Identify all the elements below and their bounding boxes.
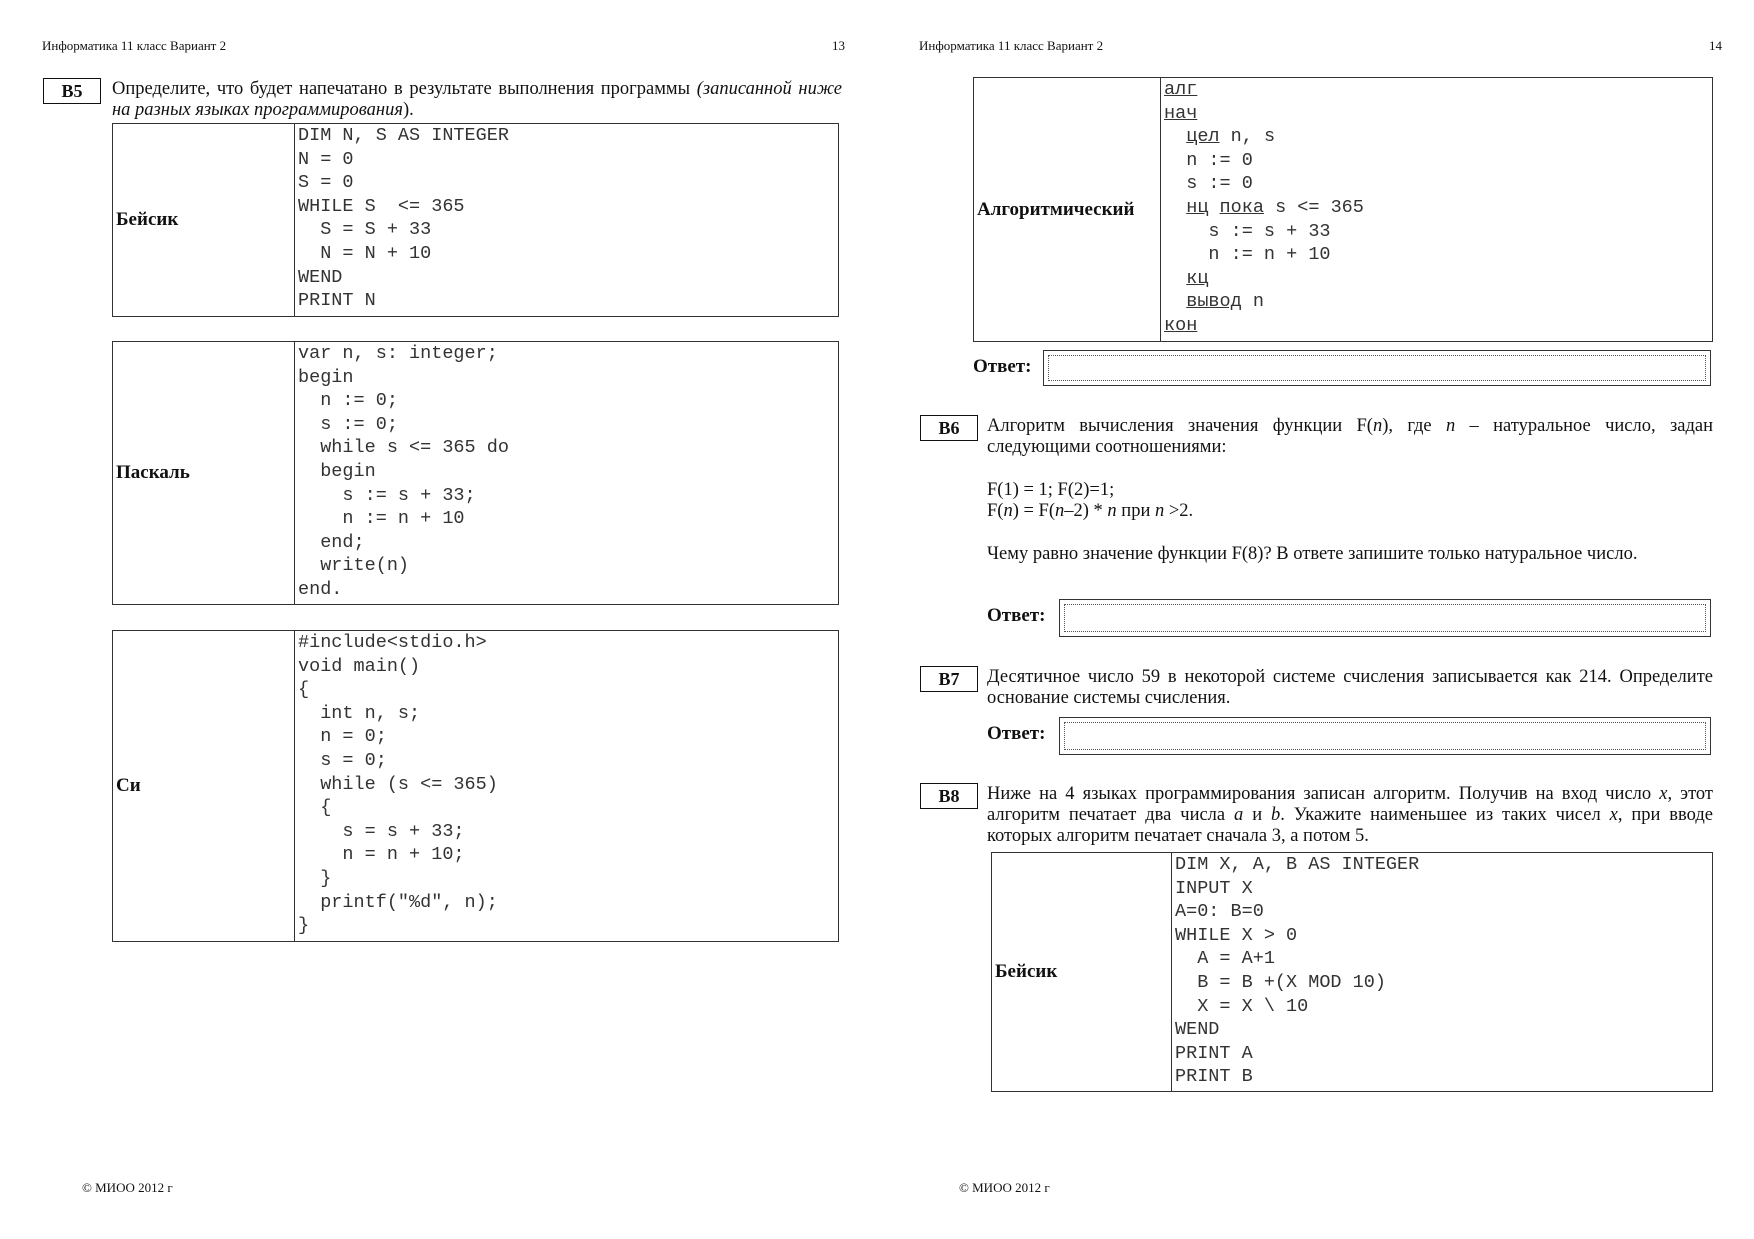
code-basic-b8: DIM X, A, B AS INTEGER INPUT X A=0: B=0 WHILE X > 0 A = A+1 B = B +(X MOD 10) X = X \ 10 WEND PRINT A PRINT B xyxy=(1175,854,1420,1088)
answer-input-b6[interactable] xyxy=(1059,599,1711,637)
code-basic: DIM N, S AS INTEGER N = 0 S = 0 WHILE S <= 365 S = S + 33 N = N + 10 WEND PRINT N xyxy=(298,125,509,312)
question-text-b6 xyxy=(987,416,1713,565)
b5-text-italic: (записанной ниже на разных языках программирования xyxy=(112,79,842,120)
lang-label-algorithmic: Алгоритмический xyxy=(974,78,1161,342)
alg-line: кон xyxy=(1164,314,1198,336)
alg-line: n xyxy=(1241,291,1264,313)
b8-text: , при вводе которых алгоритм печатает сначала 3, а потом 5. xyxy=(987,805,1713,846)
lang-label-pascal: Паскаль xyxy=(113,342,295,605)
question-label-b7: B7 xyxy=(920,666,978,692)
code-cell-basic xyxy=(295,124,839,317)
alg-line: n := 0 xyxy=(1164,149,1253,171)
answer-input-b7[interactable] xyxy=(1059,717,1711,755)
b8-text: Ниже на 4 языках программирования записан алгоритм. Получив на вход число xyxy=(987,784,1660,804)
b6-text: – натуральное число, задан следующими соотношениями: xyxy=(987,416,1713,457)
answer-b7 xyxy=(987,717,1715,757)
b5-text-end: ). xyxy=(402,100,414,120)
alg-line: n, s xyxy=(1219,126,1276,148)
answer-label: Ответ: xyxy=(987,605,1046,626)
b5-text-main: Определите, что будет напечатано в результате выполнения программы xyxy=(112,79,691,99)
code-table-pascal xyxy=(112,341,839,605)
b6-question: Чему равно значение функции F(8)? В ответе запишите только натуральное число. xyxy=(987,544,1638,564)
b8-text: , этот алгоритм печатает два числа xyxy=(987,784,1714,825)
alg-line: нач xyxy=(1164,102,1198,124)
code-cell-c xyxy=(295,631,839,942)
alg-keyword: пока xyxy=(1219,196,1264,218)
page-header-title: Информатика 11 класс Вариант 2 xyxy=(42,38,227,53)
b6-var: n xyxy=(1372,416,1383,436)
code-cell-algorithmic xyxy=(1161,78,1713,342)
page-header-title: Информатика 11 класс Вариант 2 xyxy=(919,38,1104,53)
code-table-algorithmic xyxy=(973,77,1713,342)
question-label-b8: B8 xyxy=(920,783,978,809)
answer-label: Ответ: xyxy=(987,723,1046,744)
page-footer: © МИОО 2012 г xyxy=(82,1180,173,1195)
question-text-b7: Десятичное число 59 в некоторой системе счисления записывается как 214. Определите основание системы счисления. xyxy=(987,667,1713,708)
b8-var: x xyxy=(1659,784,1668,804)
question-text-b8 xyxy=(987,784,1713,847)
page-footer: © МИОО 2012 г xyxy=(959,1180,1050,1195)
b6-var: n xyxy=(1445,416,1456,436)
code-cell-pascal xyxy=(295,342,839,605)
right-page xyxy=(877,0,1754,1239)
b8-var: x xyxy=(1609,805,1618,825)
alg-line: s := 0 xyxy=(1164,173,1253,195)
b6-text: Алгоритм вычисления значения функции F( xyxy=(987,416,1373,436)
alg-keyword: кц xyxy=(1186,267,1209,289)
answer-input-b5[interactable] xyxy=(1043,350,1711,386)
question-text-b5 xyxy=(112,79,842,121)
answer-label: Ответ: xyxy=(973,356,1032,377)
b6-formula-1: F(1) = 1; F(2)=1; xyxy=(987,480,1115,500)
b8-text: . Укажите наименьшее из таких чисел xyxy=(1280,805,1610,825)
page-number: 13 xyxy=(832,38,845,53)
code-pascal: var n, s: integer; begin n := 0; s := 0; while s <= 365 do begin s := s + 33; n := n + 10 end; write(n) end. xyxy=(298,343,509,600)
alg-line: алг xyxy=(1164,79,1198,100)
alg-keyword: вывод xyxy=(1186,291,1242,313)
alg-line: s <= 365 xyxy=(1263,196,1364,218)
b6-text: ), где xyxy=(1382,416,1446,436)
alg-line: s := s + 33 xyxy=(1164,220,1331,242)
alg-keyword: цел xyxy=(1186,126,1220,148)
lang-label-basic: Бейсик xyxy=(992,853,1172,1092)
b8-var: a xyxy=(1234,805,1244,825)
question-label-b6: B6 xyxy=(920,415,978,441)
answer-b5 xyxy=(973,350,1715,386)
code-cell-basic-b8 xyxy=(1172,853,1713,1092)
question-label-b5: B5 xyxy=(43,78,101,104)
lang-label-c: Си xyxy=(113,631,295,942)
code-table-basic xyxy=(112,123,839,317)
code-c: #include<stdio.h> void main() { int n, s; n = 0; s = 0; while (s <= 365) { s = s + 33; n = n + 10; } printf("%d", n); } xyxy=(298,632,498,937)
code-algorithmic xyxy=(1161,78,1712,338)
code-table-basic-b8 xyxy=(991,852,1713,1092)
b6-formula-2: F(n) = F(n–2) * n при n >2. xyxy=(987,501,1194,521)
alg-keyword: нц xyxy=(1186,196,1209,218)
lang-label-basic: Бейсик xyxy=(113,124,295,317)
b8-text: и xyxy=(1243,805,1272,825)
alg-line: n := n + 10 xyxy=(1164,244,1331,266)
code-table-c xyxy=(112,630,839,942)
answer-b6 xyxy=(987,599,1715,639)
page-number: 14 xyxy=(1709,38,1722,53)
b8-var: b xyxy=(1271,805,1281,825)
